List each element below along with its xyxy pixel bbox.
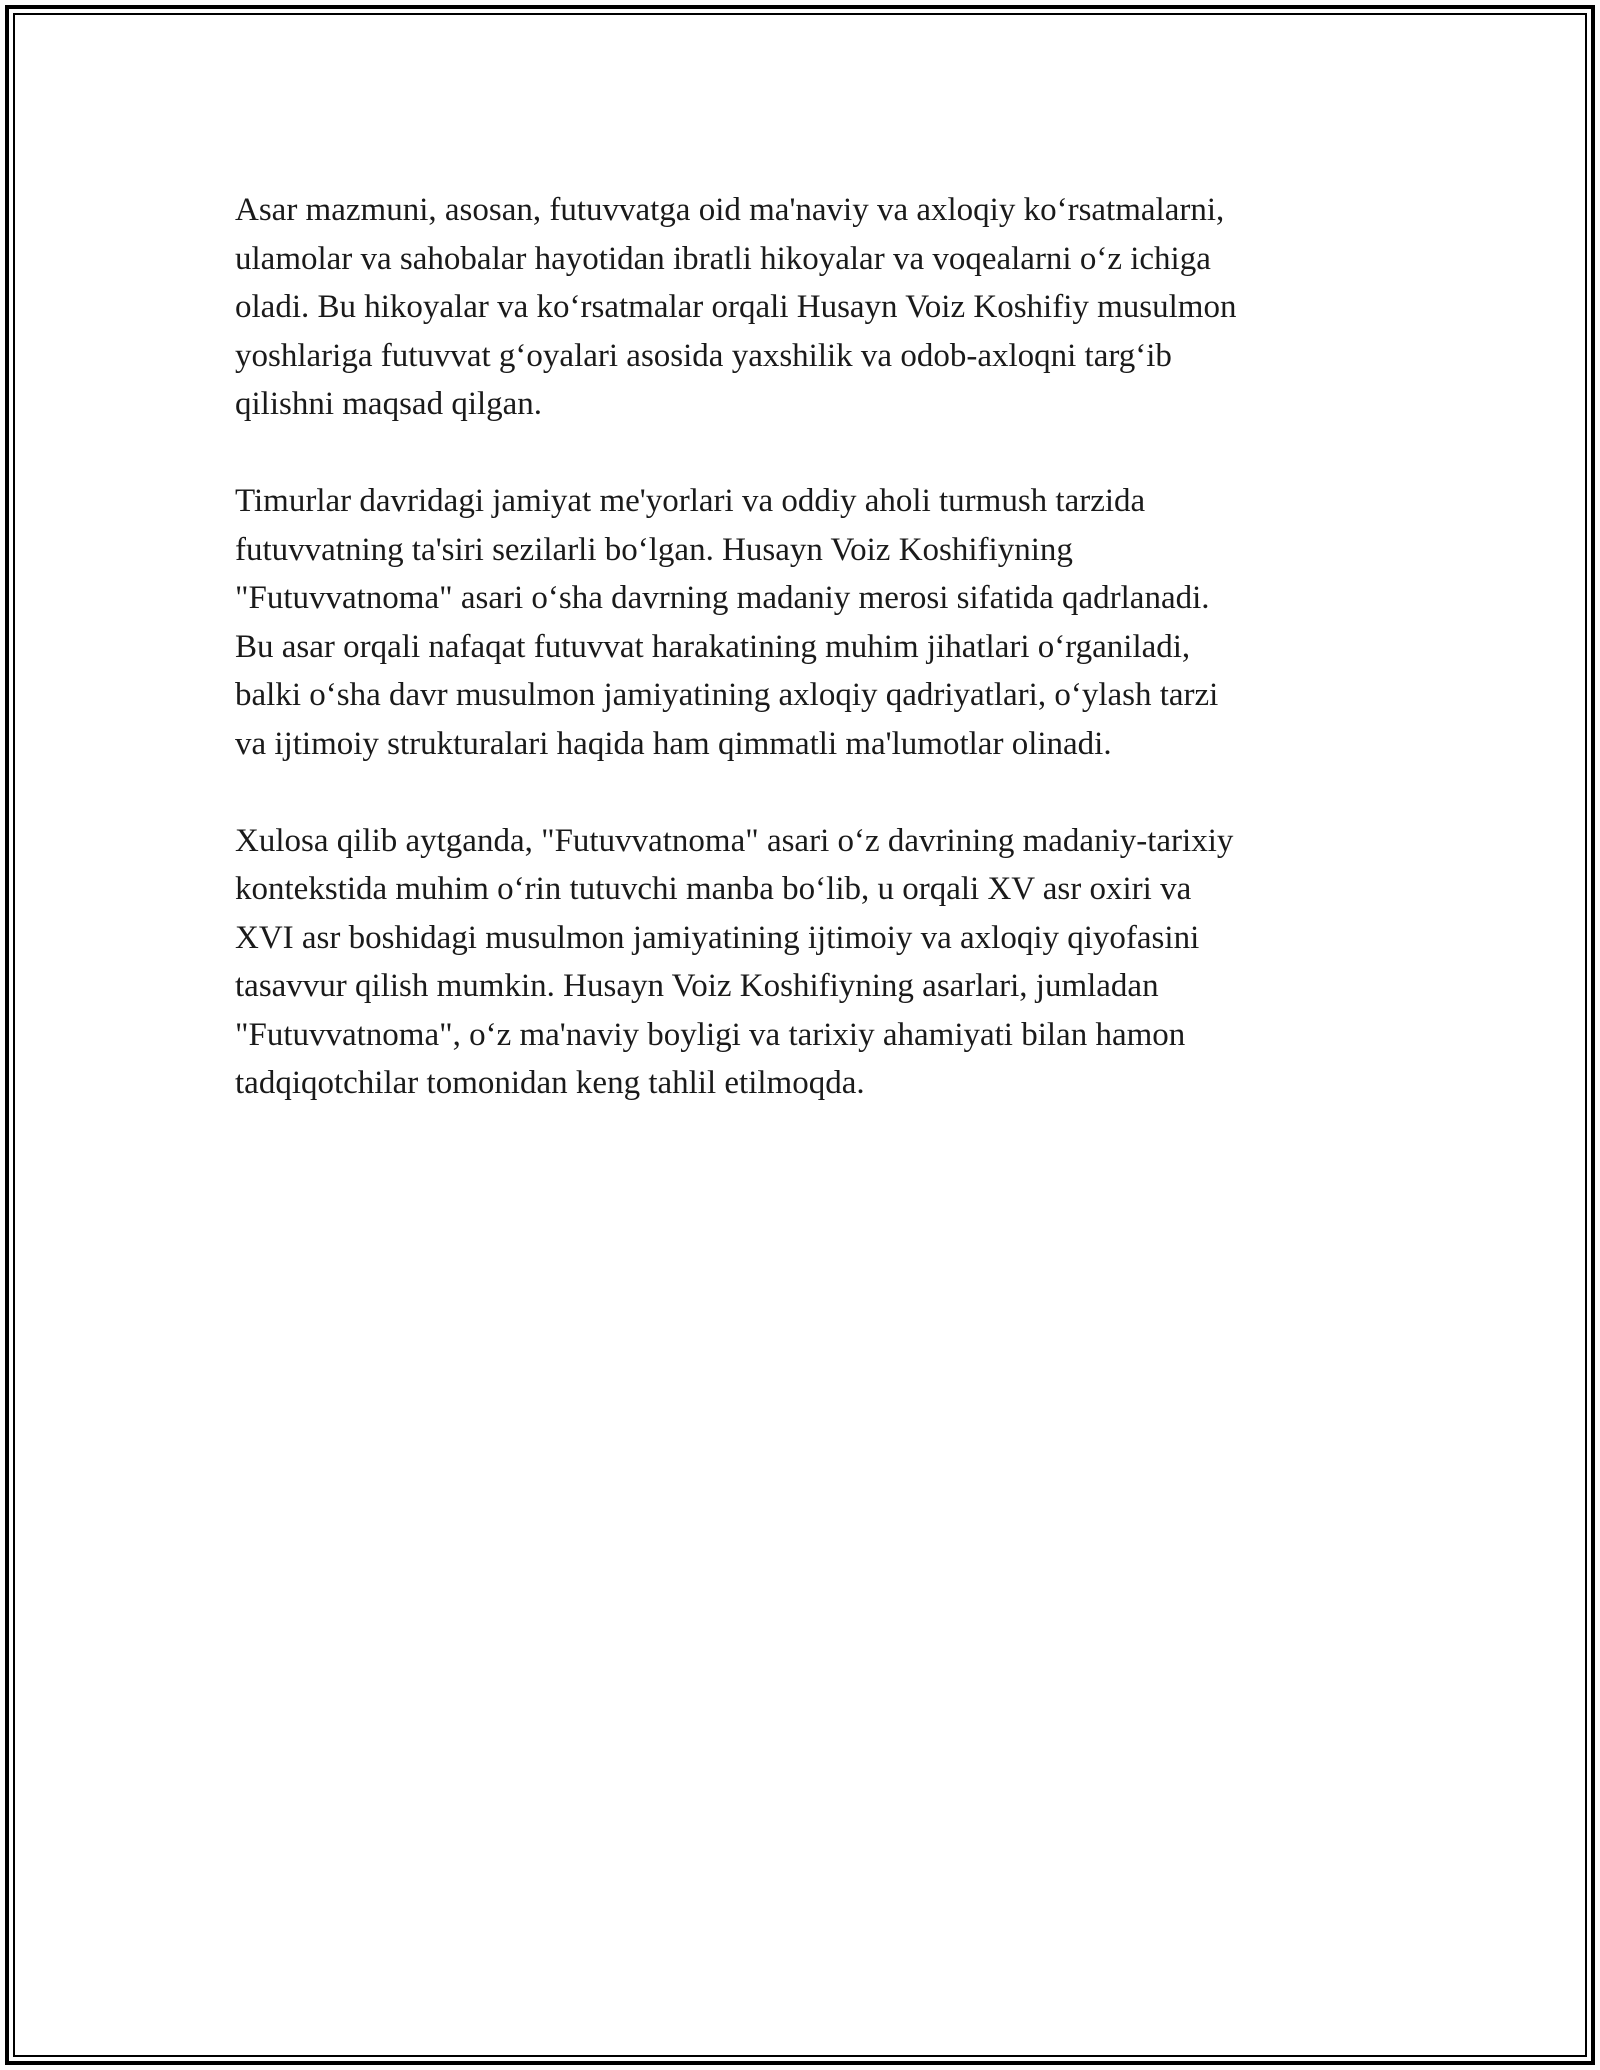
text-line: XVI asr boshidagi musulmon jamiyatining ijtimoiy va axloqiy qiyofasini bbox=[235, 919, 1200, 956]
text-line: Timurlar davridagi jamiyat me'yorlari va oddiy aholi turmush tarzida bbox=[235, 483, 1146, 519]
text-line: yoshlariga futuvvat g‘oyalari asosida yaxshilik va odob-axloqni targ‘ib bbox=[235, 337, 1172, 374]
paragraph-3 bbox=[235, 817, 1375, 1108]
text-line: kontekstida muhim o‘rin tutuvchi manba bo‘lib, u orqali XV asr oxiri va bbox=[235, 871, 1192, 907]
document-body bbox=[235, 186, 1375, 1156]
text-line: tadqiqotchilar tomonidan keng tahlil etilmoqda. bbox=[235, 1065, 865, 1101]
text-line: oladi. Bu hikoyalar va ko‘rsatmalar orqali Husayn Voiz Koshifiy musulmon bbox=[235, 289, 1237, 325]
text-line: Bu asar orqali nafaqat futuvvat harakatining muhim jihatlari o‘rganiladi, bbox=[235, 628, 1191, 665]
text-line: Xulosa qilib aytganda, "Futuvvatnoma" asari o‘z davrining madaniy-tarixiy bbox=[235, 822, 1234, 859]
text-line: "Futuvvatnoma", o‘z ma'naviy boyligi va tarixiy ahamiyati bilan hamon bbox=[235, 1016, 1186, 1053]
paragraph-1 bbox=[235, 186, 1375, 429]
text-line: tasavvur qilish mumkin. Husayn Voiz Koshifiyning asarlari, jumladan bbox=[235, 968, 1159, 1004]
text-line: va ijtimoiy strukturalari haqida ham qimmatli ma'lumotlar olinadi. bbox=[235, 725, 1112, 762]
text-line: Asar mazmuni, asosan, futuvvatga oid ma'naviy va axloqiy ko‘rsatmalarni, bbox=[235, 192, 1225, 228]
text-line: "Futuvvatnoma" asari o‘sha davrning madaniy merosi sifatida qadrlanadi. bbox=[235, 580, 1210, 616]
text-line: futuvvatning ta'siri sezilarli bo‘lgan. Husayn Voiz Koshifiyning bbox=[235, 531, 1073, 568]
text-line: balki o‘sha davr musulmon jamiyatining axloqiy qadriyatlari, o‘ylash tarzi bbox=[235, 677, 1219, 713]
paragraph-2 bbox=[235, 477, 1375, 768]
text-line: ulamolar va sahobalar hayotidan ibratli hikoyalar va voqealarni o‘z ichiga bbox=[235, 240, 1211, 277]
text-line: qilishni maqsad qilgan. bbox=[235, 386, 543, 422]
